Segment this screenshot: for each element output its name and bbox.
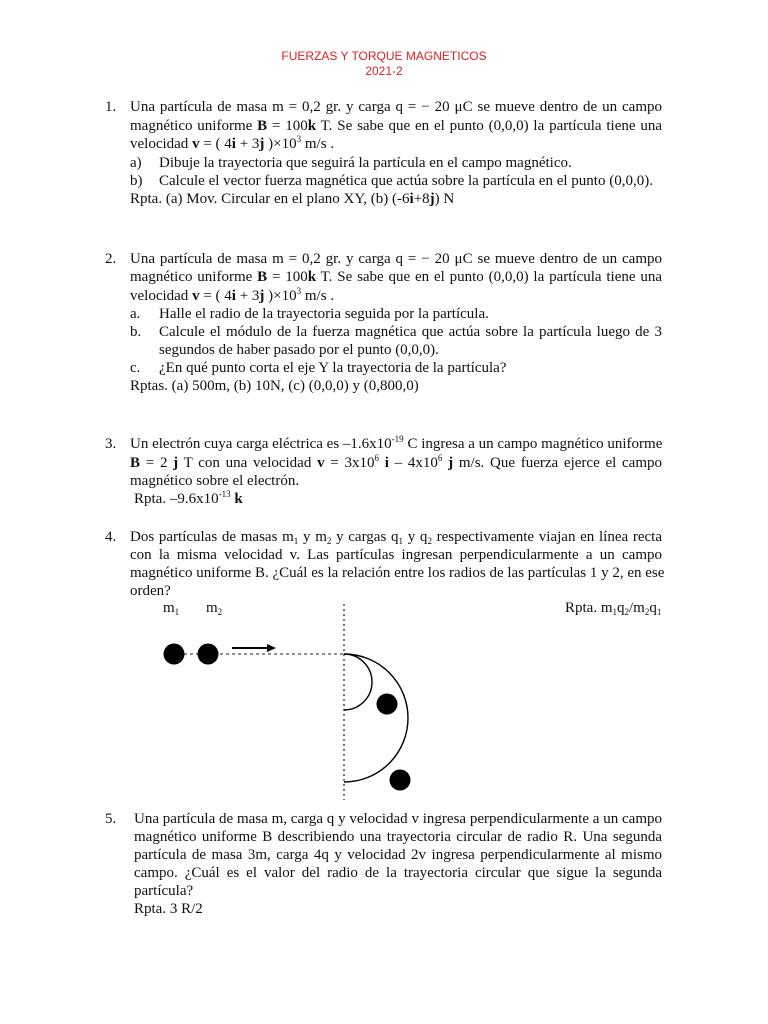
large-arc-path: [344, 654, 408, 782]
subitem-text: Dibuje la trayectoria que seguirá la partícula en el campo magnético.: [159, 155, 572, 171]
mass-label-m2: $m_2$: [206, 600, 223, 617]
problem-number: 3.: [105, 436, 117, 452]
subitem-label: c.: [130, 360, 141, 376]
subitem-text: segundos de haber pasado por el punto (0,0,0).: [159, 342, 439, 358]
problem-text-line: velocidad v = ( 4i + 3j )$\times 10^3$ m/s .: [130, 286, 335, 304]
answer: Rpta. $m_1q_2/m_2q_1$: [565, 600, 662, 617]
mass-label-m1: $m_1$: [163, 600, 180, 617]
problem-text-line: orden?: [130, 583, 171, 599]
subitem-text: Calcule el módulo de la fuerza magnética que actúa sobre la partícula luego de 3: [159, 324, 662, 340]
particle-m1: [164, 644, 185, 665]
problem-number: 4.: [105, 529, 117, 545]
problem-text-line: Dos partículas de masas $m_1$ y $m_2$ y cargas $q_1$ y $q_2$ respectivamente viajan en línea recta: [130, 529, 663, 546]
particle-on-large-arc: [390, 770, 411, 791]
problem-text-line: Una partícula de masa m = 0,2 gr. y carga q = − 20 μC se mueve dentro de un campo: [130, 251, 662, 267]
problem-text-line: magnético uniforme B. ¿Cuál es la relación entre los radios de las partículas 1 y 2, en ese: [130, 565, 665, 581]
problem-text-line: Una partícula de masa m, carga q y velocidad v ingresa perpendicularmente a un campo: [134, 811, 662, 827]
problem-text-line: con la misma velocidad v. Las partículas ingresan perpendicularmente a un campo: [130, 547, 662, 563]
particle-m2: [198, 644, 219, 665]
page-title: FUERZAS Y TORQUE MAGNETICOS: [281, 49, 487, 63]
problem-text-line: magnético uniforme B describiendo una trayectoria circular de radio R. Una segunda: [134, 829, 662, 845]
subitem-text: ¿En qué punto corta el eje Y la trayectoria de la partícula?: [159, 360, 507, 376]
problem-number: 5.: [105, 811, 117, 827]
velocity-arrow-head: [267, 644, 276, 652]
small-arc-path: [344, 654, 372, 710]
problem-text-line: magnético sobre el electrón.: [130, 473, 300, 489]
answer: Rpta. 3 R/2: [134, 901, 203, 917]
subitem-text: Calcule el vector fuerza magnética que actúa sobre la partícula en el punto (0,0,0).: [159, 173, 653, 189]
problem-text-line: Un electrón cuya carga eléctrica es $-1.6x10^{-19}$ C ingresa a un campo magnético uniforme: [130, 434, 663, 452]
problem-text-line: magnético uniforme B = 100k T. Se sabe que en el punto (0,0,0) la partícula tiene una: [130, 269, 662, 285]
problem-text-line: B = 2 j T con una velocidad $v = 3x10^6$ i – $4x10^6$ j m/s. Que fuerza ejerce el campo: [130, 453, 662, 471]
particle-on-small-arc: [377, 694, 398, 715]
problem-text-line: velocidad v = ( 4i + 3j )$\times 10^3$ m/s .: [130, 134, 335, 152]
answer: Rptas. (a) 500m, (b) 10N, (c) (0,0,0) y (0,800,0): [130, 378, 419, 394]
answer: Rpta. $-9.6x10^{-13}$ k: [134, 489, 243, 507]
problem-text-line: partícula?: [134, 883, 194, 899]
subitem-label: a): [130, 155, 142, 171]
problem-number: 1.: [105, 99, 117, 115]
subitem-label: a.: [130, 306, 141, 322]
problem-text-line: campo. ¿Cuál es el valor del radio de la trayectoria circular que sigue la segunda: [134, 865, 662, 881]
subitem-text: Halle el radio de la trayectoria seguida por la partícula.: [159, 306, 489, 322]
subitem-label: b): [130, 173, 143, 189]
subitem-label: b.: [130, 324, 142, 340]
problem-text-line: Una partícula de masa m = 0,2 gr. y carga q = − 20 μC se mueve dentro de un campo: [130, 99, 662, 115]
problem-text-line: magnético uniforme B = 100k T. Se sabe que en el punto (0,0,0) la partícula tiene una: [130, 118, 662, 134]
page-term: 2021-2: [365, 64, 403, 78]
problem-text-line: partícula de masa 3m, carga 4q y velocidad 2v ingresa perpendicularmente al mismo: [134, 847, 662, 863]
problem-number: 2.: [105, 251, 117, 267]
answer: Rpta. (a) Mov. Circular en el plano XY, (b) (-6i+8j) N: [130, 191, 455, 207]
